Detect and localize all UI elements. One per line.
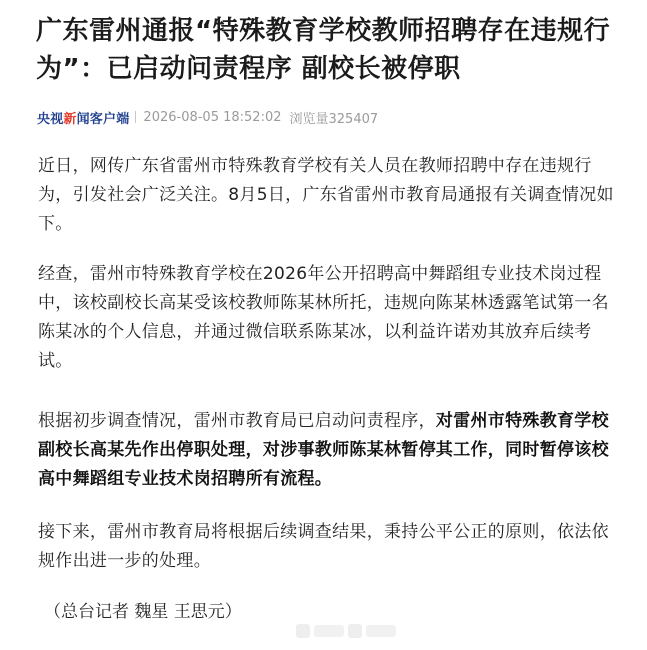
article-title: 广东雷州通报“特殊教育学校教师招聘存在违规行为”：已启动问责程序 副校长被停职	[36, 16, 611, 84]
meta-divider	[135, 111, 136, 123]
watermark-mark-1	[296, 624, 310, 638]
paragraph-2: 经查，雷州市特殊教育学校在2026年公开招聘高中舞蹈组专业技术岗过程中，该校副校长高某受该校教师陈某林所托，违规向陈某林透露笔试第一名陈某冰的个人信息，并通过微信联系陈某冰，以利益许诺劝其放弃后续考试。	[38, 264, 609, 371]
paragraph-1: 近日，网传广东省雷州市特殊教育学校有关人员在教师招聘中存在违规行为，引发社会广泛关注。8月5日，广东省雷州市教育局通报有关调查情况如下。	[38, 156, 614, 234]
paragraph-4: 接下来，雷州市教育局将根据后续调查结果，秉持公平公正的原则，依法依规作出进一步的处理。	[38, 522, 609, 571]
paragraph-3-lead: 根据初步调查情况，雷州市教育局已启动问责程序，	[38, 411, 436, 431]
source-logo[interactable]	[37, 108, 129, 127]
watermark-mark-3	[348, 624, 362, 638]
view-count: 浏览量325407	[289, 111, 379, 127]
reporter-byline: （总台记者 魏星 王思元）	[44, 602, 242, 622]
watermark-mark-2	[314, 625, 344, 637]
watermark-mark-4	[366, 625, 396, 637]
publish-datetime: 2026-08-05 18:52:02	[143, 109, 282, 125]
paragraph-3-emphasis: 对雷州市特殊教育学校副校长高某先作出停职处理，对涉事教师陈某林暂停其工作，同时暂停该校高中舞蹈组专业技术岗招聘所有流程。	[38, 411, 609, 489]
source-logo-part-3: 闻客户端	[76, 111, 130, 127]
source-logo-part-2: 新	[63, 111, 77, 127]
article-meta	[37, 107, 378, 127]
paragraph-3	[38, 407, 618, 494]
source-logo-part-1: 央视	[37, 111, 64, 127]
faint-watermark	[296, 624, 396, 638]
